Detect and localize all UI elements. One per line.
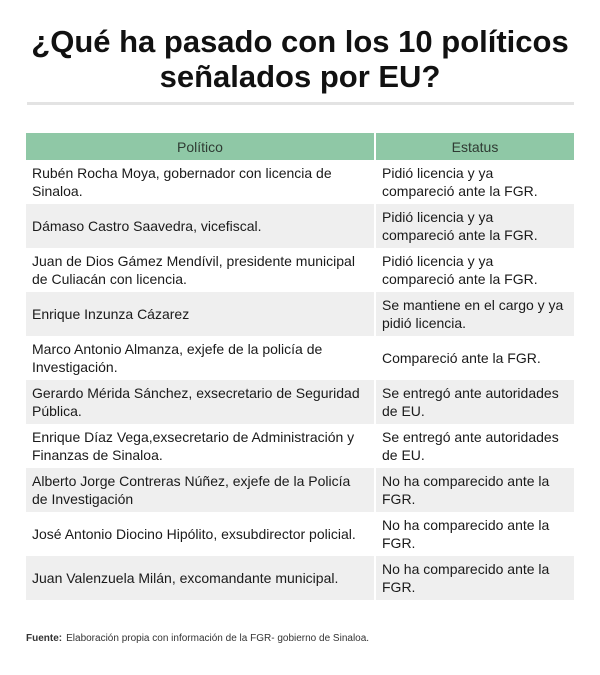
source-note — [26, 633, 369, 644]
source-label: Fuente: — [26, 633, 63, 644]
cell-estatus: No ha comparecido ante la FGR. — [375, 512, 574, 556]
cell-politico: Enrique Díaz Vega,exsecretario de Administración y Finanzas de Sinaloa. — [26, 424, 375, 468]
cell-politico: Enrique Inzunza Cázarez — [26, 292, 375, 336]
cell-estatus: Se entregó ante autoridades de EU. — [375, 380, 574, 424]
cell-estatus: Pidió licencia y ya compareció ante la FGR. — [375, 204, 574, 248]
cell-estatus: Se mantiene en el cargo y ya pidió licencia. — [375, 292, 574, 336]
cell-estatus: No ha comparecido ante la FGR. — [375, 556, 574, 600]
page-title-line-2: señalados por EU? — [159, 59, 441, 94]
cell-politico: Juan de Dios Gámez Mendívil, presidente municipal de Culiacán con licencia. — [26, 248, 375, 292]
table-row — [26, 204, 574, 248]
cell-estatus: Compareció ante la FGR. — [375, 336, 574, 380]
page-title — [0, 24, 600, 94]
politicians-table — [26, 133, 574, 600]
table-body — [26, 160, 574, 600]
cell-estatus: No ha comparecido ante la FGR. — [375, 468, 574, 512]
table-header-row — [26, 133, 574, 160]
cell-politico: Gerardo Mérida Sánchez, exsecretario de Seguridad Pública. — [26, 380, 375, 424]
table-row — [26, 424, 574, 468]
table-row — [26, 336, 574, 380]
table-row — [26, 512, 574, 556]
title-divider — [27, 102, 574, 105]
cell-estatus: Pidió licencia y ya compareció ante la FGR. — [375, 160, 574, 204]
table-row — [26, 292, 574, 336]
table-row — [26, 248, 574, 292]
column-header-politico: Político — [26, 133, 375, 160]
table-row — [26, 380, 574, 424]
table-row — [26, 160, 574, 204]
column-header-estatus: Estatus — [375, 133, 574, 160]
cell-politico: Marco Antonio Almanza, exjefe de la policía de Investigación. — [26, 336, 375, 380]
cell-politico: Juan Valenzuela Milán, excomandante municipal. — [26, 556, 375, 600]
cell-politico: Rubén Rocha Moya, gobernador con licencia de Sinaloa. — [26, 160, 375, 204]
cell-politico: Alberto Jorge Contreras Núñez, exjefe de la Policía de Investigación — [26, 468, 375, 512]
cell-estatus: Pidió licencia y ya compareció ante la FGR. — [375, 248, 574, 292]
cell-politico: Dámaso Castro Saavedra, vicefiscal. — [26, 204, 375, 248]
source-text: Elaboración propia con información de la FGR- gobierno de Sinaloa. — [66, 633, 370, 644]
table-row — [26, 468, 574, 512]
table-row — [26, 556, 574, 600]
cell-politico: José Antonio Diocino Hipólito, exsubdirector policial. — [26, 512, 375, 556]
cell-estatus: Se entregó ante autoridades de EU. — [375, 424, 574, 468]
page-title-line-1: ¿Qué ha pasado con los 10 políticos — [31, 24, 569, 59]
